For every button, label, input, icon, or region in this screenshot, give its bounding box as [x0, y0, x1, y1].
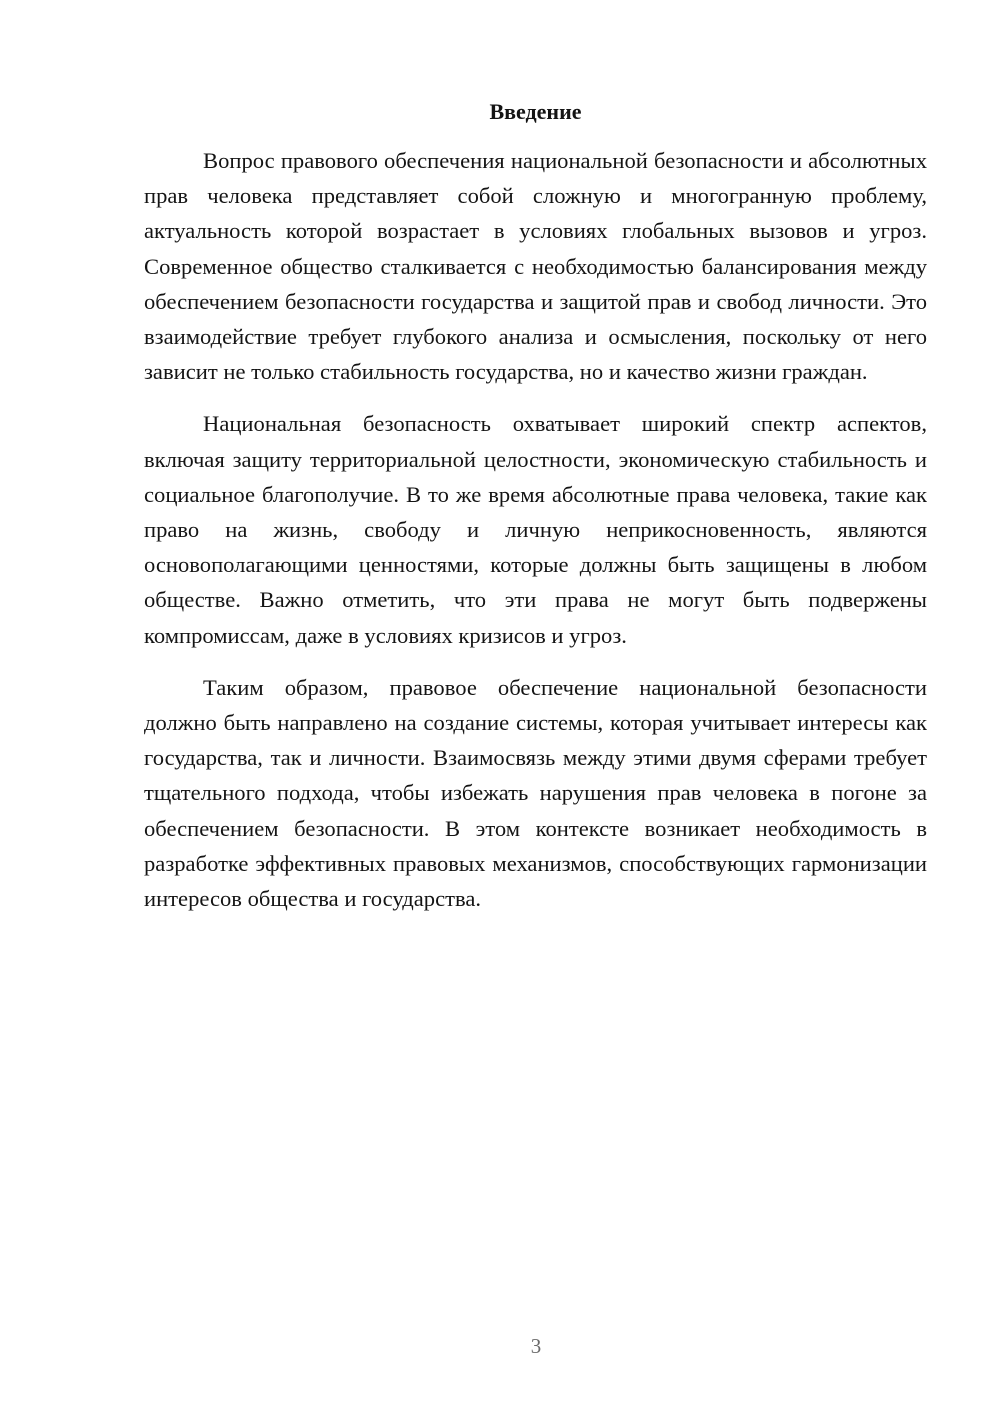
paragraph: Вопрос правового обеспечения национальной безопасности и абсолютных прав человека представляет собой сложную и многогранную проблему, актуальность которой возрастает в условиях глобальных вызовов и угроз. Современное общество сталкивается с необходимостью балансирования между обеспечением безопасности государства и защитой прав и свобод личности. Это взаимодействие требует глубокого анализа и осмысления, поскольку от него зависит не только стабильность государства, но и качество жизни граждан. [144, 148, 927, 385]
body-text [144, 143, 927, 933]
paragraph: Национальная безопасность охватывает широкий спектр аспектов, включая защиту территориальной целостности, экономическую стабильность и социальное благополучие. В то же время абсолютные права человека, такие как право на жизнь, свободу и личную неприкосновенность, являются основополагающими ценностями, которые должны быть защищены в любом обществе. Важно отметить, что эти права не могут быть подвержены компромиссам, даже в условиях кризисов и угроз. [144, 411, 927, 648]
section-heading: Введение [489, 99, 582, 124]
paragraph: Таким образом, правовое обеспечение национальной безопасности должно быть направлено на создание системы, которая учитывает интересы как государства, так и личности. Взаимосвязь между этими двумя сферами требует тщательного подхода, чтобы избежать нарушения прав человека в погоне за обеспечением безопасности. В этом контексте возникает необходимость в разработке эффективных правовых механизмов, способствующих гармонизации интересов общества и государства. [144, 674, 927, 912]
page-number: 3 [530, 1334, 542, 1358]
